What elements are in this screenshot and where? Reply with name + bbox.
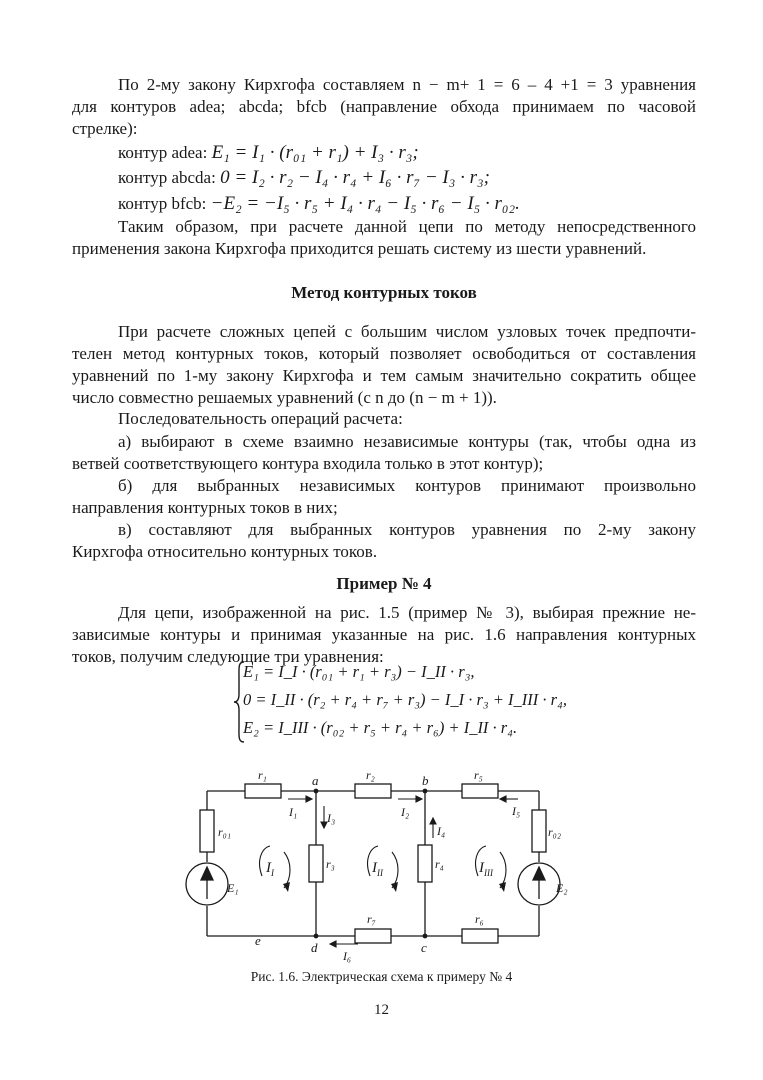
step-c-line1: в) составляют для выбранных контуров уравнения по 2-му закону (118, 520, 696, 539)
label-E2: E₂ (556, 881, 568, 895)
resistor-r1 (245, 784, 281, 798)
label-I3: I₃ (327, 811, 336, 825)
page-number: 12 (374, 1002, 389, 1018)
para2-line1: Таким образом, при расчете данной цепи по методу непосредственного (118, 217, 696, 236)
label-r5: r₅ (474, 768, 483, 782)
figure-caption: Рис. 1.6. Электрическая схема к примеру № 4 (250, 969, 513, 984)
step-c-line2: Кирхгофа относительно контурных токов. (72, 542, 378, 561)
loop-current-III: $I_{III}$ (479, 860, 493, 878)
para5-line2: зависимые контуры и принимая указанные на рис. 1.6 направления контурных (72, 625, 696, 644)
loop-current-I: $I_I$ (266, 860, 274, 878)
node-c: c (421, 940, 427, 955)
loop-bfcb-formula: −E₂ = −I₅ · r₅ + I₄ · r₄ − I₅ · r₆ − I₅ · r₀₂. (210, 193, 520, 214)
resistor-r02 (532, 810, 546, 852)
system-eq3: E₂ = I_III · (r₀₂ + r₅ + r₄ + r₆) + I_II · r₄. (243, 718, 518, 737)
label-I5: I₅ (512, 804, 521, 818)
label-r6: r₆ (475, 912, 484, 926)
label-r7: r₇ (367, 912, 376, 926)
label-I2: I₂ (401, 805, 410, 819)
label-r02: r₀₂ (548, 825, 562, 839)
para3-line4: число совместно решаемых уравнений (с n до (n − m + 1)). (72, 388, 497, 407)
para3-line1: При расчете сложных цепей с большим числом узловых точек предпочти- (118, 322, 696, 341)
step-a-line2: ветвей соответствующего контура входила только в этот контур); (72, 454, 544, 473)
loop-abcda-label: контур abcda: (118, 168, 216, 187)
label-r01: r₀₁ (218, 825, 232, 839)
para2-line2: применения закона Кирхгофа приходится решать систему из шести уравнений. (72, 239, 647, 258)
loop-bfcb-label: контур bfcb: (118, 194, 207, 213)
para1-line3: стрелке): (72, 119, 138, 138)
loop-current-II: $I_{II}$ (372, 860, 383, 878)
step-b-line2: направления контурных токов в них; (72, 498, 338, 517)
loop-adea-formula: E₁ = I₁ · (r₀₁ + r₁) + I₃ · r₃; (211, 142, 419, 163)
system-eq1: E₁ = I_I · (r₀₁ + r₁ + r₃) − I_II · r₃, (243, 662, 475, 681)
step-a-line1: а) выбирают в схеме взаимно независимые контуры (так, чтобы одна из (118, 432, 696, 451)
node-a: a (312, 773, 319, 788)
label-I6: I₆ (343, 949, 352, 963)
node-e: e (255, 933, 261, 948)
label-I4: I₄ (437, 824, 446, 838)
para5-line1: Для цепи, изображенной на рис. 1.5 (пример № 3), выбирая прежние не- (118, 603, 696, 622)
para4: Последовательность операций расчета: (118, 409, 403, 428)
resistor-r4 (418, 845, 432, 882)
loop-abcda-formula: 0 = I₂ · r₂ − I₄ · r₄ + I₆ · r₇ − I₃ · r₃; (220, 167, 490, 188)
label-I1: I₁ (289, 805, 298, 819)
label-r3: r₃ (326, 857, 335, 871)
para1-line2: для контуров adea; abcda; bfcb (направление обхода принимаем по часовой (72, 97, 696, 116)
label-E1: E₁ (227, 881, 239, 895)
resistor-r5 (462, 784, 498, 798)
para5-line3: токов, получим следующие три уравнения: (72, 647, 384, 666)
resistor-r6 (462, 929, 498, 943)
resistor-r3 (309, 845, 323, 882)
resistor-r2 (355, 784, 391, 798)
step-b-line1: б) для выбранных независимых контуров принимают произвольно (118, 476, 696, 495)
label-r4: r₄ (435, 857, 444, 871)
label-r2: r₂ (366, 768, 375, 782)
node-d: d (311, 940, 318, 955)
system-eq2: 0 = I_II · (r₂ + r₄ + r₇ + r₃) − I_I · r₃ + I_III · r₄, (243, 690, 567, 709)
heading-method: Метод контурных токов (291, 283, 477, 302)
resistor-r01 (200, 810, 214, 852)
para3-line3: уравнений по 1-му закону Кирхгофа и тем самым значительно сократить общее (72, 366, 696, 385)
para3-line2: телен метод контурных токов, который позволяет освободиться от составления (72, 344, 696, 363)
heading-example: Пример № 4 (336, 574, 432, 593)
para1-line1: По 2-му закону Кирхгофа составляем n − m+ 1 = 6 – 4 +1 = 3 уравнения (118, 75, 696, 94)
label-r1: r₁ (258, 768, 267, 782)
node-b: b (422, 773, 429, 788)
loop-adea-label: контур adea: (118, 143, 208, 162)
resistor-r7 (355, 929, 391, 943)
